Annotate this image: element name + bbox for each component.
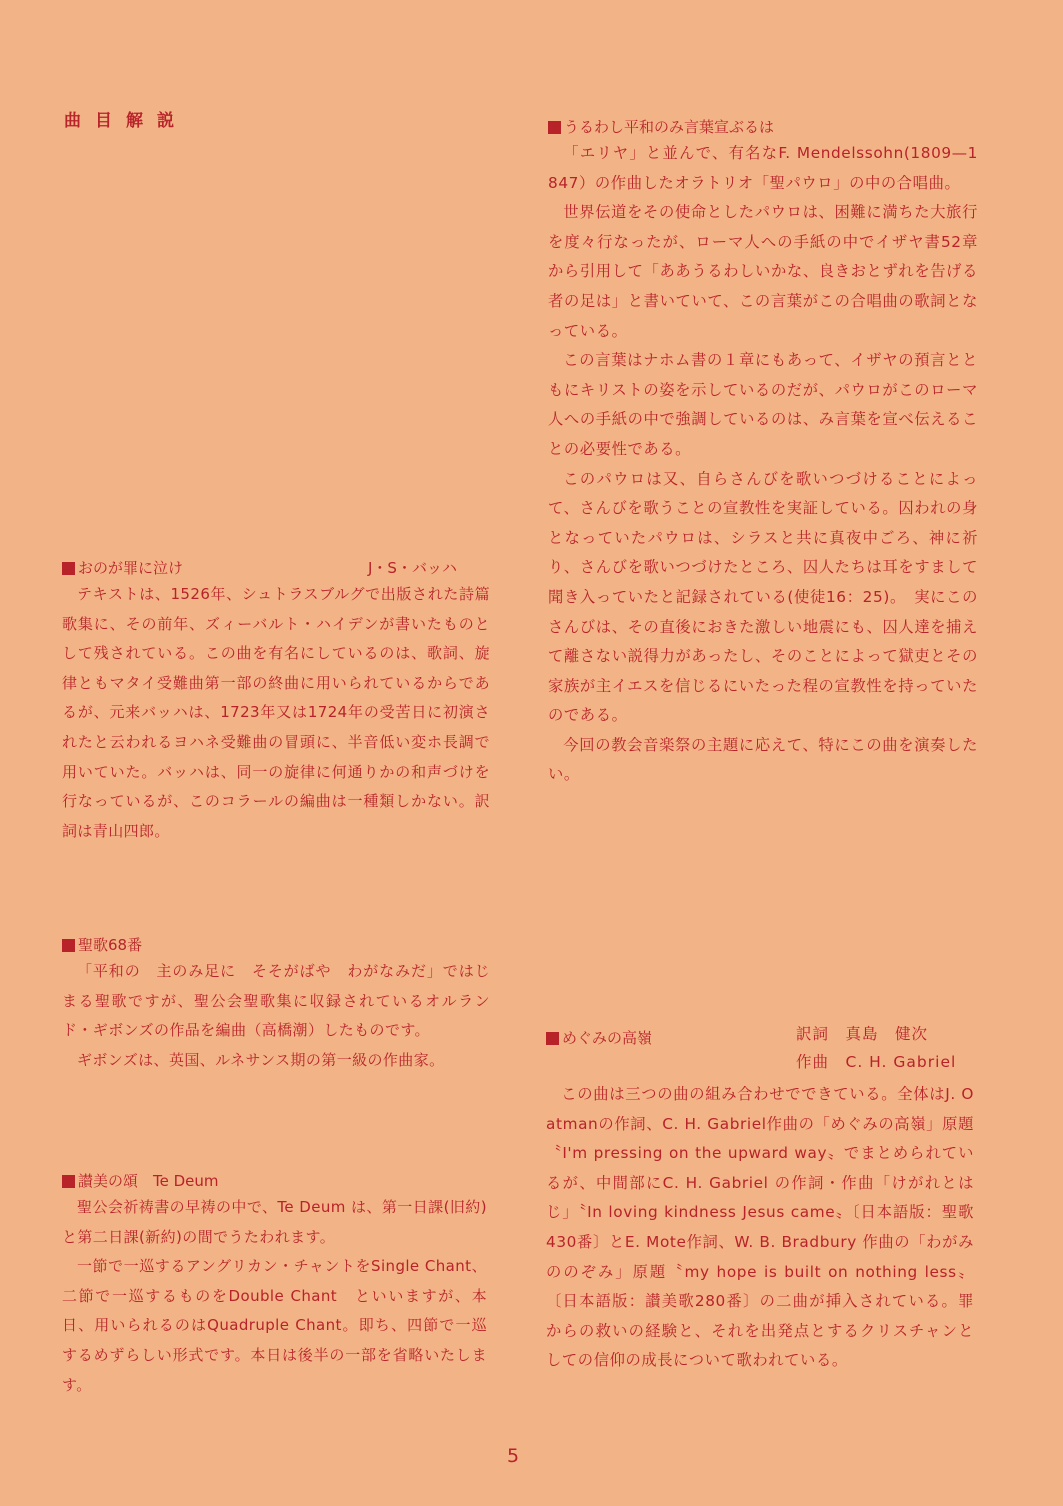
section-bach — [62, 556, 490, 846]
bullet-square-icon — [548, 121, 561, 134]
paragraph: この曲は三つの曲の組み合わせでできている。全体はJ. Oatmanの作詞、C. H. Gabriel作曲の「めぐみの高嶺」原題〝I'm pressing on the upward way〟でまとめられているが、中間部にC. H. Gabriel の作詞・作曲「けがれとはじ」〝In loving kindness Jesus came〟〔日本語版：聖歌430番〕とE. Mote作詞、W. B. Bradbury 作曲の「わがみののぞみ」原題〝my hope is built on nothing less〟〔日本語版：讃美歌280番〕の二曲が挿入されている。罪からの救いの経験と、それを出発点とするクリスチャンとしての信仰の成長について歌われている。 — [546, 1085, 974, 1370]
paragraph: 「平和の 主のみ足に そそがばや わがなみだ」ではじまる聖歌ですが、聖公会聖歌集に収録されているオルランド・ギボンズの作品を編曲（高橋潮）したものです。 — [62, 962, 490, 1040]
section-heading — [548, 115, 978, 139]
paragraph: 聖公会祈祷書の早祷の中で、Te Deum は、第一日課(旧約)と第二日課(新約)の間でうたわれます。 — [62, 1198, 487, 1246]
section-heading — [546, 1025, 974, 1071]
bullet-square-icon — [62, 562, 75, 575]
bullet-square-icon — [62, 939, 75, 952]
heading-text: うるわし平和のみ言葉宣ぶるは — [564, 118, 775, 136]
section-heading — [62, 933, 490, 957]
section-hymn68 — [62, 933, 490, 1075]
page-number: 5 — [507, 1445, 520, 1467]
paragraph: 今回の教会音楽祭の主題に応えて、特にこの曲を演奏したい。 — [548, 735, 978, 784]
paragraph: 「エリヤ」と並んで、有名なF. Mendelssohn(1809—1847）の作曲したオラトリオ「聖パウロ」の中の合唱曲。 — [548, 144, 978, 192]
heading-text: めぐみの高嶺 — [562, 1029, 653, 1047]
paragraph: 世界伝道をその使命としたパウロは、困難に満ちた大旅行を度々行なったが、ローマ人への手紙の中でイザヤ書52章から引用して「ああうるわしいかな、良きおとずれを告げる者の足は」と書いていて、この言葉がこの合唱曲の歌詞となっている。 — [548, 203, 978, 340]
section-tedeum — [62, 1169, 487, 1400]
section-mendelssohn — [548, 115, 978, 790]
bullet-square-icon — [546, 1032, 559, 1045]
paragraph: この言葉はナホム書の１章にもあって、イザヤの預言とともにキリストの姿を示しているのだが、パウロがこのローマ人への手紙の中で強調しているのは、み言葉を宣べ伝えることの必要性である。 — [548, 351, 978, 458]
heading-text: 聖歌68番 — [78, 936, 143, 954]
music-credit: 作曲 C. H. Gabriel — [796, 1053, 957, 1071]
lyrics-credit: 訳詞 真島 健次 — [796, 1025, 929, 1043]
section-gabriel — [546, 1026, 974, 1376]
paragraph: ギボンズは、英国、ルネサンス期の第一級の作曲家。 — [77, 1050, 445, 1069]
composer-label: J・S・バッハ — [368, 559, 457, 577]
page-title: 曲目解説 — [64, 111, 188, 131]
heading-text: おのが罪に泣け — [78, 559, 184, 577]
heading-text: 讃美の頌 Te Deum — [78, 1172, 219, 1190]
bullet-square-icon — [62, 1175, 75, 1188]
paragraph: このパウロは又、自らさんびを歌いつづけることによって、さんびを歌うことの宣教性を実証している。囚われの身となっていたパウロは、シラスと共に真夜中ごろ、神に祈り、さんびを歌いつづけたところ、囚人たちは耳をすまして聞き入っていたと記録されている(使徒16：25)。 実にこのさんびは、その直後におきた激しい地震にも、囚人達を捕えて離さない説得力があったし、そのことによって獄吏とその家族が主イエスを信じるにいたった程の宣教性を持っていたのである。 — [548, 469, 978, 725]
paragraph: 一節で一巡するアングリカン・チャントをSingle Chant、二節で一巡するものをDouble Chant といいますが、本日、用いられるのはQuadruple Chant。即ち、四節で一巡するめずらしい形式です。本日は後半の一部を省略いたします。 — [62, 1257, 487, 1394]
section-heading — [62, 1169, 487, 1193]
section-heading — [62, 556, 490, 580]
paragraph: テキストは、1526年、シュトラスブルグで出版された詩篇歌集に、その前年、ズィーバルト・ハイデンが書いたものとして残されている。この曲を有名にしているのは、歌詞、旋律ともマタイ受難曲第一部の終曲に用いられているからであるが、元来バッハは、1723年又は1724年の受苦日に初演されたと云われるヨハネ受難曲の冒頭に、半音低い変ホ長調で用いていた。バッハは、同一の旋律に何通りかの和声づけを行なっているが、このコラールの編曲は一種類しかない。訳詞は青山四郎。 — [62, 585, 490, 840]
credits — [796, 1020, 956, 1076]
